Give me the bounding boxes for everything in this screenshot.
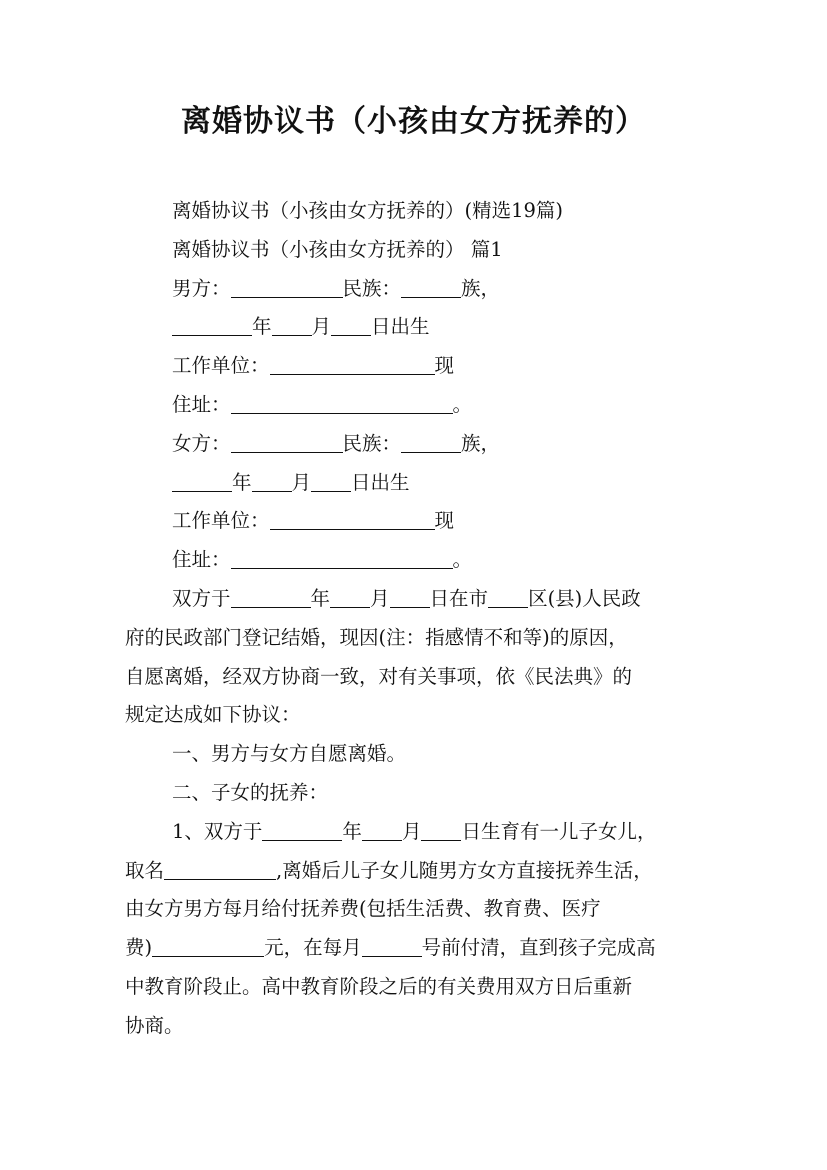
para2-text-f: ,离婚后儿子女儿随男方女方直接抚养生活， bbox=[276, 858, 653, 882]
para2-text-i: 号前付清，直到孩子完成高 bbox=[421, 936, 656, 960]
para2-day-blank bbox=[421, 818, 461, 841]
para2-line6: 协商。 bbox=[125, 1013, 184, 1037]
female-ethnicity-blank bbox=[401, 430, 461, 453]
male-address-label: 住址： bbox=[172, 392, 231, 416]
male-name-line bbox=[125, 270, 710, 309]
male-ethnicity-label: 民族： bbox=[342, 276, 402, 300]
male-address-blank bbox=[231, 391, 453, 414]
document-title: 离婚协议书（小孩由女方抚养的） bbox=[181, 104, 646, 139]
para2-text-g: 费) bbox=[125, 936, 153, 960]
female-birth-line bbox=[125, 464, 710, 503]
para2-text-d: 日生育有一儿子女儿， bbox=[461, 819, 657, 843]
item2-line: 二、子女的抚养： bbox=[172, 780, 329, 804]
subtitle-line: 离婚协议书（小孩由女方抚养的）(精选19篇) bbox=[172, 199, 564, 222]
male-name-blank bbox=[231, 275, 343, 298]
para2-text-a: 1、双方于 bbox=[172, 819, 263, 843]
female-work-line bbox=[125, 502, 710, 541]
para2-text-h: 元，在每月 bbox=[264, 936, 362, 960]
male-month-label: 月 bbox=[311, 315, 332, 339]
para1-day-blank bbox=[390, 585, 430, 608]
female-address-label: 住址： bbox=[172, 548, 231, 572]
para2-name-blank bbox=[164, 857, 276, 880]
para1-month-blank bbox=[330, 585, 370, 608]
female-work-blank bbox=[270, 507, 435, 530]
female-label: 女方： bbox=[172, 431, 231, 455]
female-month-label: 月 bbox=[291, 470, 312, 494]
female-name-blank bbox=[231, 430, 343, 453]
para2-line4 bbox=[125, 929, 710, 968]
para2-line5: 中教育阶段止。高中教育阶段之后的有关费用双方日后重新 bbox=[125, 974, 633, 998]
male-work-line bbox=[125, 347, 710, 386]
female-address-blank bbox=[231, 546, 453, 569]
para1-district-blank bbox=[488, 585, 528, 608]
para1-line4: 规定达成如下协议： bbox=[125, 703, 301, 727]
male-month-blank bbox=[272, 313, 312, 336]
male-birth-line bbox=[125, 308, 710, 347]
para2-text-b: 年 bbox=[342, 819, 362, 843]
female-address-line bbox=[125, 541, 710, 580]
female-ethnicity-label: 民族： bbox=[342, 431, 402, 455]
female-year-label: 年 bbox=[232, 470, 252, 494]
heading-line: 离婚协议书（小孩由女方抚养的） 篇1 bbox=[172, 237, 503, 261]
para1-line3: 自愿离婚，经双方协商一致，对有关事项，依《民法典》的 bbox=[125, 664, 633, 688]
item1-line: 一、男方与女方自愿离婚。 bbox=[172, 742, 407, 766]
female-ethnicity-suffix: 族， bbox=[461, 431, 501, 455]
female-day-blank bbox=[311, 469, 351, 492]
female-year-blank bbox=[172, 469, 232, 492]
para1-text-d: 日在市 bbox=[429, 586, 489, 610]
para1-text-b: 年 bbox=[310, 586, 331, 610]
para1-text-c: 月 bbox=[370, 586, 390, 610]
para2-day-blank bbox=[362, 934, 422, 957]
male-address-suffix: 。 bbox=[452, 392, 473, 416]
para2-line1 bbox=[125, 813, 710, 852]
document-body bbox=[125, 192, 710, 1046]
female-work-label: 工作单位： bbox=[172, 509, 270, 533]
para2-amount-blank bbox=[152, 934, 264, 957]
male-address-line bbox=[125, 386, 710, 425]
male-work-blank bbox=[270, 352, 435, 375]
male-ethnicity-suffix: 族， bbox=[461, 276, 501, 300]
male-birth-label: 日出生 bbox=[371, 315, 430, 339]
male-year-blank bbox=[172, 313, 252, 336]
para2-line2 bbox=[125, 852, 710, 891]
para1-text-a: 双方于 bbox=[172, 586, 231, 610]
male-ethnicity-blank bbox=[401, 275, 461, 298]
male-year-label: 年 bbox=[252, 315, 272, 339]
female-month-blank bbox=[252, 469, 292, 492]
male-work-suffix: 现 bbox=[434, 354, 455, 378]
female-work-suffix: 现 bbox=[434, 509, 455, 533]
para1-text-e: 区(县)人民政 bbox=[528, 586, 641, 610]
male-work-label: 工作单位： bbox=[172, 354, 270, 378]
para2-line3: 由女方男方每月给付抚养费(包括生活费、教育费、医疗 bbox=[125, 897, 601, 921]
para2-text-c: 月 bbox=[401, 819, 422, 843]
para2-text-e: 取名 bbox=[125, 858, 165, 882]
male-day-blank bbox=[331, 313, 371, 336]
female-address-suffix: 。 bbox=[452, 548, 473, 572]
female-birth-label: 日出生 bbox=[351, 470, 410, 494]
para1-line2: 府的民政部门登记结婚，现因(注：指感情不和等)的原因， bbox=[125, 625, 628, 649]
para1-year-blank bbox=[231, 585, 311, 608]
male-label: 男方： bbox=[172, 276, 231, 300]
para2-month-blank bbox=[362, 818, 402, 841]
female-name-line bbox=[125, 425, 710, 464]
para1-line1 bbox=[125, 580, 710, 619]
para2-year-blank bbox=[262, 818, 342, 841]
